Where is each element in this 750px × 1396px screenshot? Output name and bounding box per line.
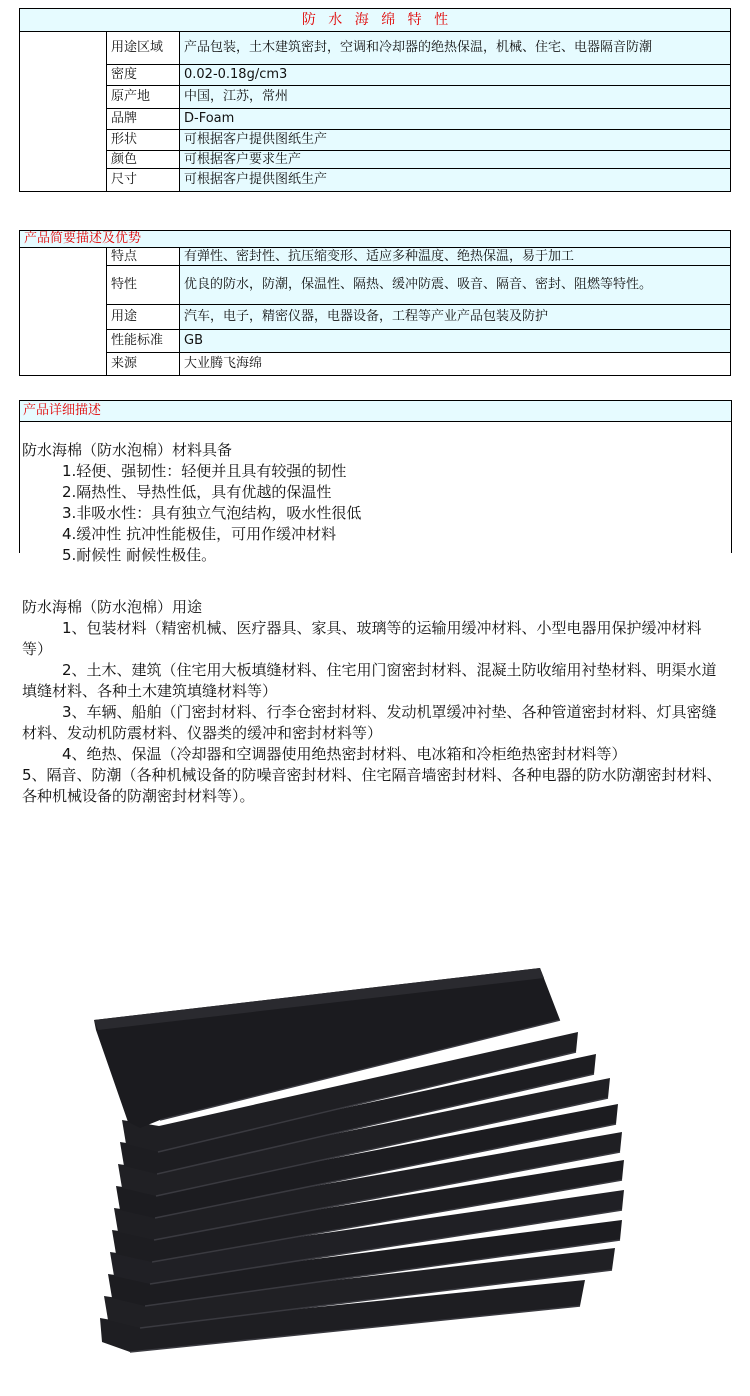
spec-value: 产品包装，土木建筑密封，空调和冷却器的绝热保温，机械、住宅、电器隔音防潮: [180, 32, 731, 65]
summary-label: 性能标准: [107, 330, 180, 353]
summary-table-spacer: [20, 248, 107, 376]
table-row: [20, 248, 731, 266]
feature-item: 2.隔热性、导热性低，具有优越的保温性: [62, 483, 332, 501]
table-row: [20, 109, 731, 130]
summary-value: 大业腾飞海绵: [180, 353, 731, 376]
table-row: [20, 169, 731, 192]
table-row: [20, 86, 731, 109]
spec-value: 可根据客户提供图纸生产: [180, 130, 731, 151]
table-row: [20, 130, 731, 151]
spec-label: 密度: [107, 65, 180, 86]
foam-sheets-photo: [0, 870, 750, 1390]
summary-value: 有弹性、密封性、抗压缩变形、适应多种温度、绝热保温，易于加工: [180, 248, 731, 266]
table-row: [20, 32, 731, 65]
spec-label: 颜色: [107, 151, 180, 169]
summary-table: [19, 230, 731, 376]
spec-value: 0.02-0.18g/cm3: [180, 65, 731, 86]
uses-item: 5、隔音、防潮（各种机械设备的防噪音密封材料、住宅隔音墙密封材料、各种电器的防水防潮密封材料、各种机械设备的防潮密封材料等）。: [22, 766, 722, 805]
summary-label: 特性: [107, 266, 180, 305]
spec-table-spacer: [20, 32, 107, 192]
detail-title: 产品详细描述: [20, 401, 731, 422]
uses-section: [22, 597, 724, 807]
summary-label: 来源: [107, 353, 180, 376]
feature-item: 1.轻便、强韧性：轻便并且具有较强的韧性: [62, 462, 347, 480]
spec-label: 形状: [107, 130, 180, 151]
foam-sheet-stack: [94, 968, 624, 1352]
table-row: [20, 353, 731, 376]
summary-label: 特点: [107, 248, 180, 266]
spec-value: 可根据客户要求生产: [180, 151, 731, 169]
spec-label: 用途区域: [107, 32, 180, 65]
summary-value: 优良的防水，防潮，保温性、隔热、缓冲防震、吸音、隔音、密封、阻燃等特性。: [180, 266, 731, 305]
feature-list: [22, 461, 722, 566]
feature-item: 3.非吸水性：具有独立气泡结构，吸水性很低: [62, 504, 362, 522]
uses-item: 1、包装材料（精密机械、医疗器具、家具、玻璃等的运输用缓冲材料、小型电器用保护缓冲材料等）: [22, 619, 702, 658]
summary-label: 用途: [107, 305, 180, 330]
spec-table-title: 防 水 海 绵 特 性: [20, 9, 731, 32]
table-row: [20, 330, 731, 353]
spec-label: 尺寸: [107, 169, 180, 192]
spec-label: 原产地: [107, 86, 180, 109]
table-row: [20, 65, 731, 86]
feature-item: 5.耐候性 耐候性极佳。: [62, 546, 217, 564]
table-row: [20, 266, 731, 305]
summary-table-title: 产品简要描述及优势: [20, 231, 731, 248]
spec-table: [19, 8, 731, 192]
summary-value: 汽车，电子，精密仪器，电器设备，工程等产业产品包装及防护: [180, 305, 731, 330]
spec-label: 品牌: [107, 109, 180, 130]
spec-value: 中国，江苏，常州: [180, 86, 731, 109]
table-row: [20, 151, 731, 169]
table-row: [20, 305, 731, 330]
uses-item: 3、车辆、船舶（门密封材料、行李仓密封材料、发动机罩缓冲衬垫、各种管道密封材料、灯具密缝材料、发动机防震材料、仪器类的缓冲和密封材料等）: [22, 703, 717, 742]
uses-title: 防水海棉（防水泡棉）用途: [22, 598, 203, 616]
spec-value: D-Foam: [180, 109, 731, 130]
feature-item: 4.缓冲性 抗冲性能极佳，可用作缓冲材料: [62, 525, 337, 543]
spec-value: 可根据客户提供图纸生产: [180, 169, 731, 192]
uses-item: 2、土木、建筑（住宅用大板填缝材料、住宅用门窗密封材料、混凝土防收缩用衬垫材料、明渠水道填缝材料、各种土木建筑填缝材料等）: [22, 661, 717, 700]
uses-item: 4、绝热、保温（冷却器和空调器使用绝热密封材料、电冰箱和冷柜绝热密封材料等）: [62, 745, 627, 763]
detail-intro: 防水海棉（防水泡棉）材料具备: [22, 441, 233, 459]
summary-value: GB: [180, 330, 731, 353]
